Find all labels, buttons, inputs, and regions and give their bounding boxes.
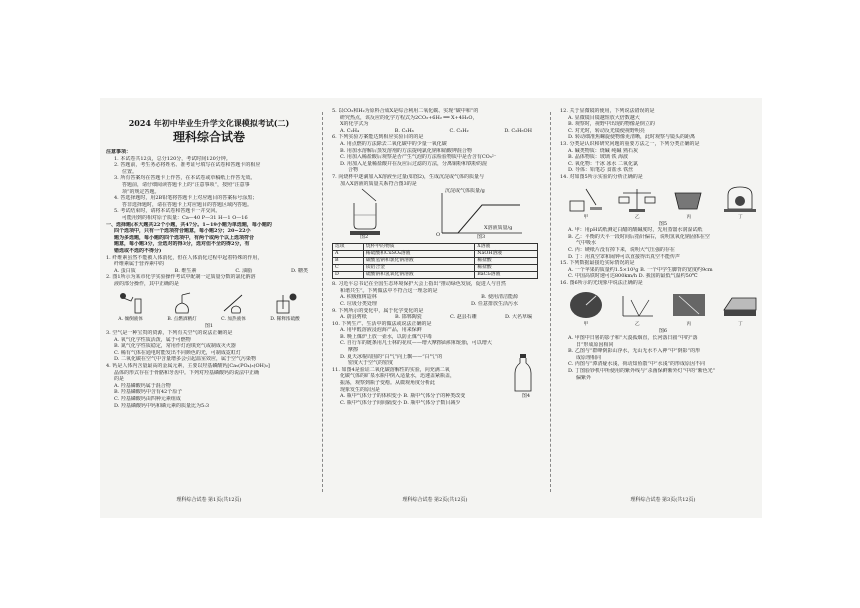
table-cell: 稀盐酸 — [475, 258, 538, 265]
question-8-cont: 和谐共生”。下列做法中不符合这一理念的是 — [340, 287, 438, 294]
question-2-cont: 液的部分操作，其中正确的是 — [114, 280, 180, 287]
figure-2-3 — [332, 187, 538, 241]
x-axis-label: X溶液质量/g — [484, 225, 513, 232]
option: C. 油脂 — [235, 267, 253, 274]
option: A. C₂H₄ — [340, 127, 359, 134]
option: D. 夏天冰棍周围的“白气”向上飘——“白气”的 — [340, 353, 443, 360]
option: 密度大于空气的密度 — [348, 360, 394, 367]
option: 成原理相同 — [576, 354, 602, 361]
question-5-cont: X的化学式为 — [340, 121, 369, 128]
column-divider — [550, 112, 551, 492]
currency-detector-illustration — [720, 290, 760, 320]
caption: 乙 — [634, 214, 640, 220]
option: D. 丁图验钞机中所使用的紫外线与“杀菌保鲜紫外灯”中的“紫色光” — [568, 368, 716, 375]
page-2 — [332, 108, 538, 503]
option: B. C₂H₆ — [394, 127, 414, 134]
heat-liquid-illustration — [220, 291, 250, 315]
caption: 丙 — [686, 214, 692, 220]
origin-label: O — [436, 232, 441, 239]
question-4-cont: 晶体的形式存在于骨骼和牙齿中。下列对羟基磷酸钙的说法中正确 — [114, 369, 260, 376]
table-row — [333, 265, 538, 272]
section-line: 一、选择题(本大题共22个小题，共47分。1~19小题为单选题，每小题的 — [106, 221, 272, 228]
table-row — [333, 258, 538, 265]
option: C. 赵县石雕 — [449, 314, 477, 321]
option: A. 蛋白质 — [114, 267, 136, 274]
refraction-illustration — [669, 290, 709, 320]
table-cell: BaCl₂溶液 — [475, 272, 538, 279]
option: C. 稀有气体在通电时能发出不同颜色的光，可制成霓虹灯 — [114, 349, 241, 356]
option: 偏紫外 — [576, 374, 592, 381]
bottle-illustration — [512, 353, 534, 393]
option: D. 丁：用真空罩和闹钟可以直接得出真空不能传声 — [568, 253, 681, 260]
table-cell: 镁铝合金 — [363, 265, 475, 272]
option: B. 使用清洁能源 — [481, 294, 518, 301]
question-15: 15. 下列数据最接近实际情况的是 — [560, 260, 635, 267]
section-line: 错选或不选的不得分) — [114, 247, 162, 254]
question-10: 10. 下列生产、生活中的做法或说法正确的是 — [332, 320, 432, 327]
option: B. 邯郸陶瓷 — [394, 314, 422, 321]
dilute-acid-illustration — [271, 291, 301, 315]
option: 气中吸水 — [576, 240, 597, 247]
air-pressure-illustration — [669, 185, 709, 213]
page-footer: 理科综合试卷 第1页(共12页) — [176, 497, 242, 503]
option: C. 丙：硬纸片没有掉下来，说明大气压强的存在 — [568, 246, 675, 253]
option: C. 丙图与“潭清疑水浅，荷动知鱼散”中“水浅”的形成原因不同 — [568, 361, 706, 368]
section-1-header — [106, 222, 312, 255]
note-line: 2. 答题前，考生务必将姓名、准考证号填写在试卷和答题卡的相应 — [114, 162, 261, 169]
option: D. 用加入足量稀盐酸并在反应后过滤的方法，分离铜粉和铁粉的混 — [340, 160, 488, 167]
option: D. 二氧化碳在空气中含量增多会引起温室效应，属于空气污染物 — [114, 356, 257, 363]
note-line: 1. 本试卷共12页，总分120分，考试时间120分钟。 — [114, 155, 231, 162]
option: C. C₂H₂ — [449, 127, 469, 134]
option: B. 晚上煤炉上放一壶水，以防止煤气中毒 — [340, 333, 432, 340]
question-7-table — [332, 243, 538, 279]
notes-list — [106, 156, 312, 222]
table-cell: A — [333, 251, 364, 258]
ph-test-illustration — [566, 185, 606, 213]
question-11-cont: 化碳气体的矿泉水瓶中倒入适量水，迅速盖紧瓶盖， — [340, 373, 456, 380]
pour-liquid-illustration — [117, 291, 147, 315]
option: 日”形成原因相同 — [576, 341, 614, 348]
exam-sheet — [100, 98, 762, 518]
exam-title: 2024 年初中毕业生升学文化课模拟考试(二) — [128, 118, 290, 128]
question-7: 7. 向烧杯中逐滴加入X溶液至过量(如图2)，生成沉淀或气体的质量与 — [332, 173, 485, 180]
section-line: 题为多选题，每小题的四个选项中，有两个或两个以上选项符合 — [114, 234, 255, 241]
page-footer: 理科综合试卷 第2页(共12页) — [402, 497, 468, 503]
table-cell: NaOH溶液 — [475, 251, 538, 258]
note-line: 3. 所有答案均在答题卡上作答，在本试卷或草稿纸上作答无效。 — [114, 175, 256, 182]
caption: A. 倾倒液体 — [118, 317, 143, 323]
figure-2-label: 图2 — [360, 234, 369, 241]
option: B. 用加水溶解后蒸发溶剂的方法提纯氯化钠和硝酸钾混合物 — [340, 147, 472, 154]
option: C. 自行车的链条用凡士林的花纹——增大摩擦面积和轮胎，可以增大 — [340, 340, 492, 347]
figure-2-3-drawing — [332, 187, 538, 241]
option: 摩擦 — [348, 347, 359, 354]
option: A. 显微镜目镜越短放大倍数越大 — [568, 114, 640, 121]
option: B. 羟基磷酸钙中含有42个原子 — [114, 389, 183, 396]
option: C. 中国高铁时速可达800km/h D. 我国的最低气温约50℃ — [568, 273, 698, 280]
section-line: 四个选项中，只有一个选项符合题意，每小题2分；20~22小 — [114, 228, 251, 235]
option: B. 氮气化学性质稳定，常用作灯泡填充气或制成灭火器 — [114, 343, 236, 350]
option: D. 羟基磷酸钙中钙和磷元素的质量比为5:3 — [114, 402, 210, 409]
option: A. 蔚县剪纸 — [340, 314, 367, 321]
caption: 乙 — [634, 322, 640, 328]
caption: D. 稀释浓硫酸 — [270, 317, 300, 323]
option: B. 乙图与“群峰倒影山浮水，无山无水不入神”中“倒影”的形 — [568, 348, 701, 355]
page-1 — [106, 108, 312, 503]
caption: B. 点燃酒精灯 — [167, 317, 197, 323]
question-5-options — [332, 128, 538, 135]
figure-6-label: 图6 — [658, 328, 668, 335]
question-5-cont: 研究热点，该反应的化学方程式为2CO₂+6H₂ ══ X+4H₂O， — [340, 114, 478, 121]
question-16: 16. 图6所示的光现象中说法正确的是 — [560, 279, 643, 286]
question-8-options — [332, 294, 538, 301]
note-line: 可能用到的相对原子质量：Ca—40 P—31 H—1 O—16 — [122, 214, 248, 221]
option: B. 乙：平衡的天平一段时间后指针偏右，说明氢氧化钠固体在空 — [568, 233, 710, 240]
table-row — [333, 272, 538, 279]
option: A. 瓶中气体分子的体积变小 B. 瓶中气体分子的种类改变 — [340, 393, 466, 400]
table-cell: 碳酸氢钠和氯化钠溶液 — [363, 258, 475, 265]
question-12: 12. 关于显微镜的使用，下列说法错误的是 — [560, 108, 655, 114]
note-line: 5. 考试结束时，请将本试卷和答题卡一并交回。 — [114, 208, 221, 215]
question-8: 8. 习近平总书记在全国生态环境保护大会上指出“推动绿色发展，促进人与自然 — [332, 281, 506, 288]
option: C. 羟基磷酸钙由四种元素组成 — [114, 396, 181, 402]
note-line: 答非选择题时，请在答题卡上对应题目的答题区域内答题。 — [122, 201, 253, 208]
question-5: 5. 以CO₂和H₂为原料合成X是综合利用二氧化碳、实现“碳中和”的 — [332, 108, 479, 114]
table-row — [333, 251, 538, 258]
y-axis-label: 沉淀或气体质量/g — [445, 188, 485, 195]
page-3 — [560, 108, 766, 503]
table-header-row — [333, 244, 538, 251]
figure-4-label: 图4 — [521, 392, 530, 399]
option: A. 碱类物质：烧碱 纯碱 熟石灰 — [568, 147, 638, 154]
table-header-cell: 烧杯中的物质 — [363, 244, 475, 251]
caption: 丁 — [737, 322, 743, 328]
figure-3-label: 图3 — [477, 234, 486, 241]
figure-1 — [106, 289, 312, 315]
option: A. 氧气化学性质活泼，属于可燃物 — [114, 336, 191, 343]
figure-6 — [560, 288, 766, 320]
question-11: 11. 如图4是验证二氧化碳溶解性的实验，向充满二氧 — [332, 366, 450, 373]
reflection-illustration — [617, 290, 657, 320]
option: A. 用点燃的方法除去二氧化碳中的少量一氧化碳 — [340, 140, 447, 147]
caption: 甲 — [583, 214, 589, 220]
note-line: 4. 答选择题时，用2B铅笔将答题卡上对应题目的答案标号涂黑； — [114, 195, 258, 202]
caption: 丁 — [737, 214, 743, 220]
option: B. 观察时，视野中出现的物像是倒立的 — [568, 121, 655, 128]
figure-1-label: 图1 — [204, 323, 214, 330]
option: D. 大名草编 — [504, 314, 532, 321]
option: A. 甲图中日晷的影子和“大漠孤烟直，长河落日圆”中的“落 — [568, 335, 698, 342]
caption: C. 加热液体 — [221, 317, 246, 323]
option: D. 转动细准焦螺旋使物像更清晰，此时观察与镜头的距离 — [568, 134, 696, 141]
option: 合物 — [348, 167, 359, 174]
question-9-options — [332, 314, 538, 321]
option: A. 积极植树造林 — [340, 294, 377, 301]
option: C. 垃圾分类处理 — [340, 300, 377, 307]
table-cell: 稀盐酸 — [475, 265, 538, 272]
caption: 甲 — [583, 322, 589, 328]
table-cell: B — [333, 258, 364, 265]
option: A. 羟基磷酸钙属于混合物 — [114, 382, 171, 389]
table-cell: 硫酸钠和氢氧化钠溶液 — [363, 272, 475, 279]
question-14: 14. 对如图5所示实验的分析正确的是 — [560, 173, 643, 180]
question-1: 1. 纤维素虽然不能被人体消化，但在人体消化过程中起着特殊的作用， — [106, 254, 263, 261]
table-cell: C — [333, 265, 364, 272]
question-2: 2. 图1所示为某市化学实验操作考试中配制一定质量分数的氯化钠溶 — [106, 274, 256, 281]
option: B. 维生素 — [174, 267, 197, 274]
option: D. C₂H₅OH — [504, 127, 532, 134]
question-9: 9. 下列所示的变化中，属于化学变化的是 — [332, 307, 424, 314]
option: D. 任意排放生活污水 — [470, 300, 518, 307]
sundial-illustration — [566, 290, 606, 320]
notes-heading: 注意事项： — [106, 149, 132, 155]
section-line: 题意，每小题3分，全选对的得3分，选对但不全的得2分，有 — [114, 241, 250, 248]
option: D. 导体：铅笔芯 食盐水 铁丝 — [568, 167, 634, 174]
alcohol-lamp-illustration — [168, 291, 198, 315]
option: C. 氧化物：干冰 冰水 二氧化氯 — [568, 160, 639, 167]
figure-5 — [560, 183, 766, 213]
option: C. 对光时，转动反光镜使视野明亮 — [568, 127, 645, 134]
column-divider — [322, 112, 323, 492]
page-footer: 理科综合试卷 第3页(共12页) — [630, 497, 696, 503]
table-cell: 稀硫酸和CuSO₄溶液 — [363, 251, 475, 258]
caption: 丙 — [686, 322, 692, 328]
note-line: 答题前，请仔细阅读答题卡上的“注意事项”，按照“注意事 — [122, 181, 250, 188]
table-cell: D — [333, 272, 364, 279]
option: A. 用甲醛溶液浸泡海产品，用来保鲜 — [340, 327, 422, 334]
table-header-cell: X溶液 — [475, 244, 538, 251]
exam-subtitle: 理科综合试卷 — [172, 130, 245, 144]
question-11-cont: 振荡，观察到瓶子变瘪。从微观角度分析此 — [340, 380, 436, 387]
figure-5-label: 图5 — [658, 220, 668, 227]
question-4-cont: 的是 — [114, 376, 125, 383]
option: C. 用加入稀盐酸后观察是否产生气泡的方法检验物质中是否含有CO₃²⁻ — [340, 154, 497, 161]
option: A. 一个苹果的质量约1.5×10³g B. 一个中学生脚背的宽度约9cm — [568, 266, 713, 273]
option: C. 瓶中气体分子间间隔变小 D. 瓶中气体分子数目减少 — [340, 399, 461, 406]
question-13: 13. 分类是认识和研究问题的重要方法之一，下列分类正确的是 — [560, 140, 700, 147]
question-3: 3. 空气是一种宝贵的资源，下列有关空气的说法正确的是 — [106, 330, 233, 337]
question-8-options — [332, 301, 538, 308]
note-line: 位置。 — [122, 168, 138, 175]
option: B. 晶体物质：玻璃 铁 海波 — [568, 154, 629, 161]
balance-illustration — [617, 185, 657, 213]
table-header-cell: 选项 — [333, 244, 364, 251]
question-7-cont: 加入X溶液的质量关系符合图3的是 — [340, 180, 417, 187]
question-1-options — [106, 268, 312, 275]
question-11-cont: 现象发生的原因是 — [340, 386, 381, 393]
question-4: 4. 钙是人体内含量最高的金属元素，主要以羟基磷酸钙[Ca₅(PO₄)₃(OH)₂] — [106, 363, 270, 370]
option: A. 甲：用pH试纸测定白醋的酸碱度时，先用蒸馏水润湿试纸 — [568, 227, 703, 234]
option: D. 糖类 — [290, 267, 308, 274]
vacuum-bell-illustration — [720, 185, 760, 213]
question-6: 6. 下列实验方案能达到相应实验目的的是 — [332, 134, 424, 141]
question-1-cont: 纤维素属于营养素中的 — [114, 261, 165, 268]
note-line: 项”的规定答题。 — [122, 188, 160, 195]
